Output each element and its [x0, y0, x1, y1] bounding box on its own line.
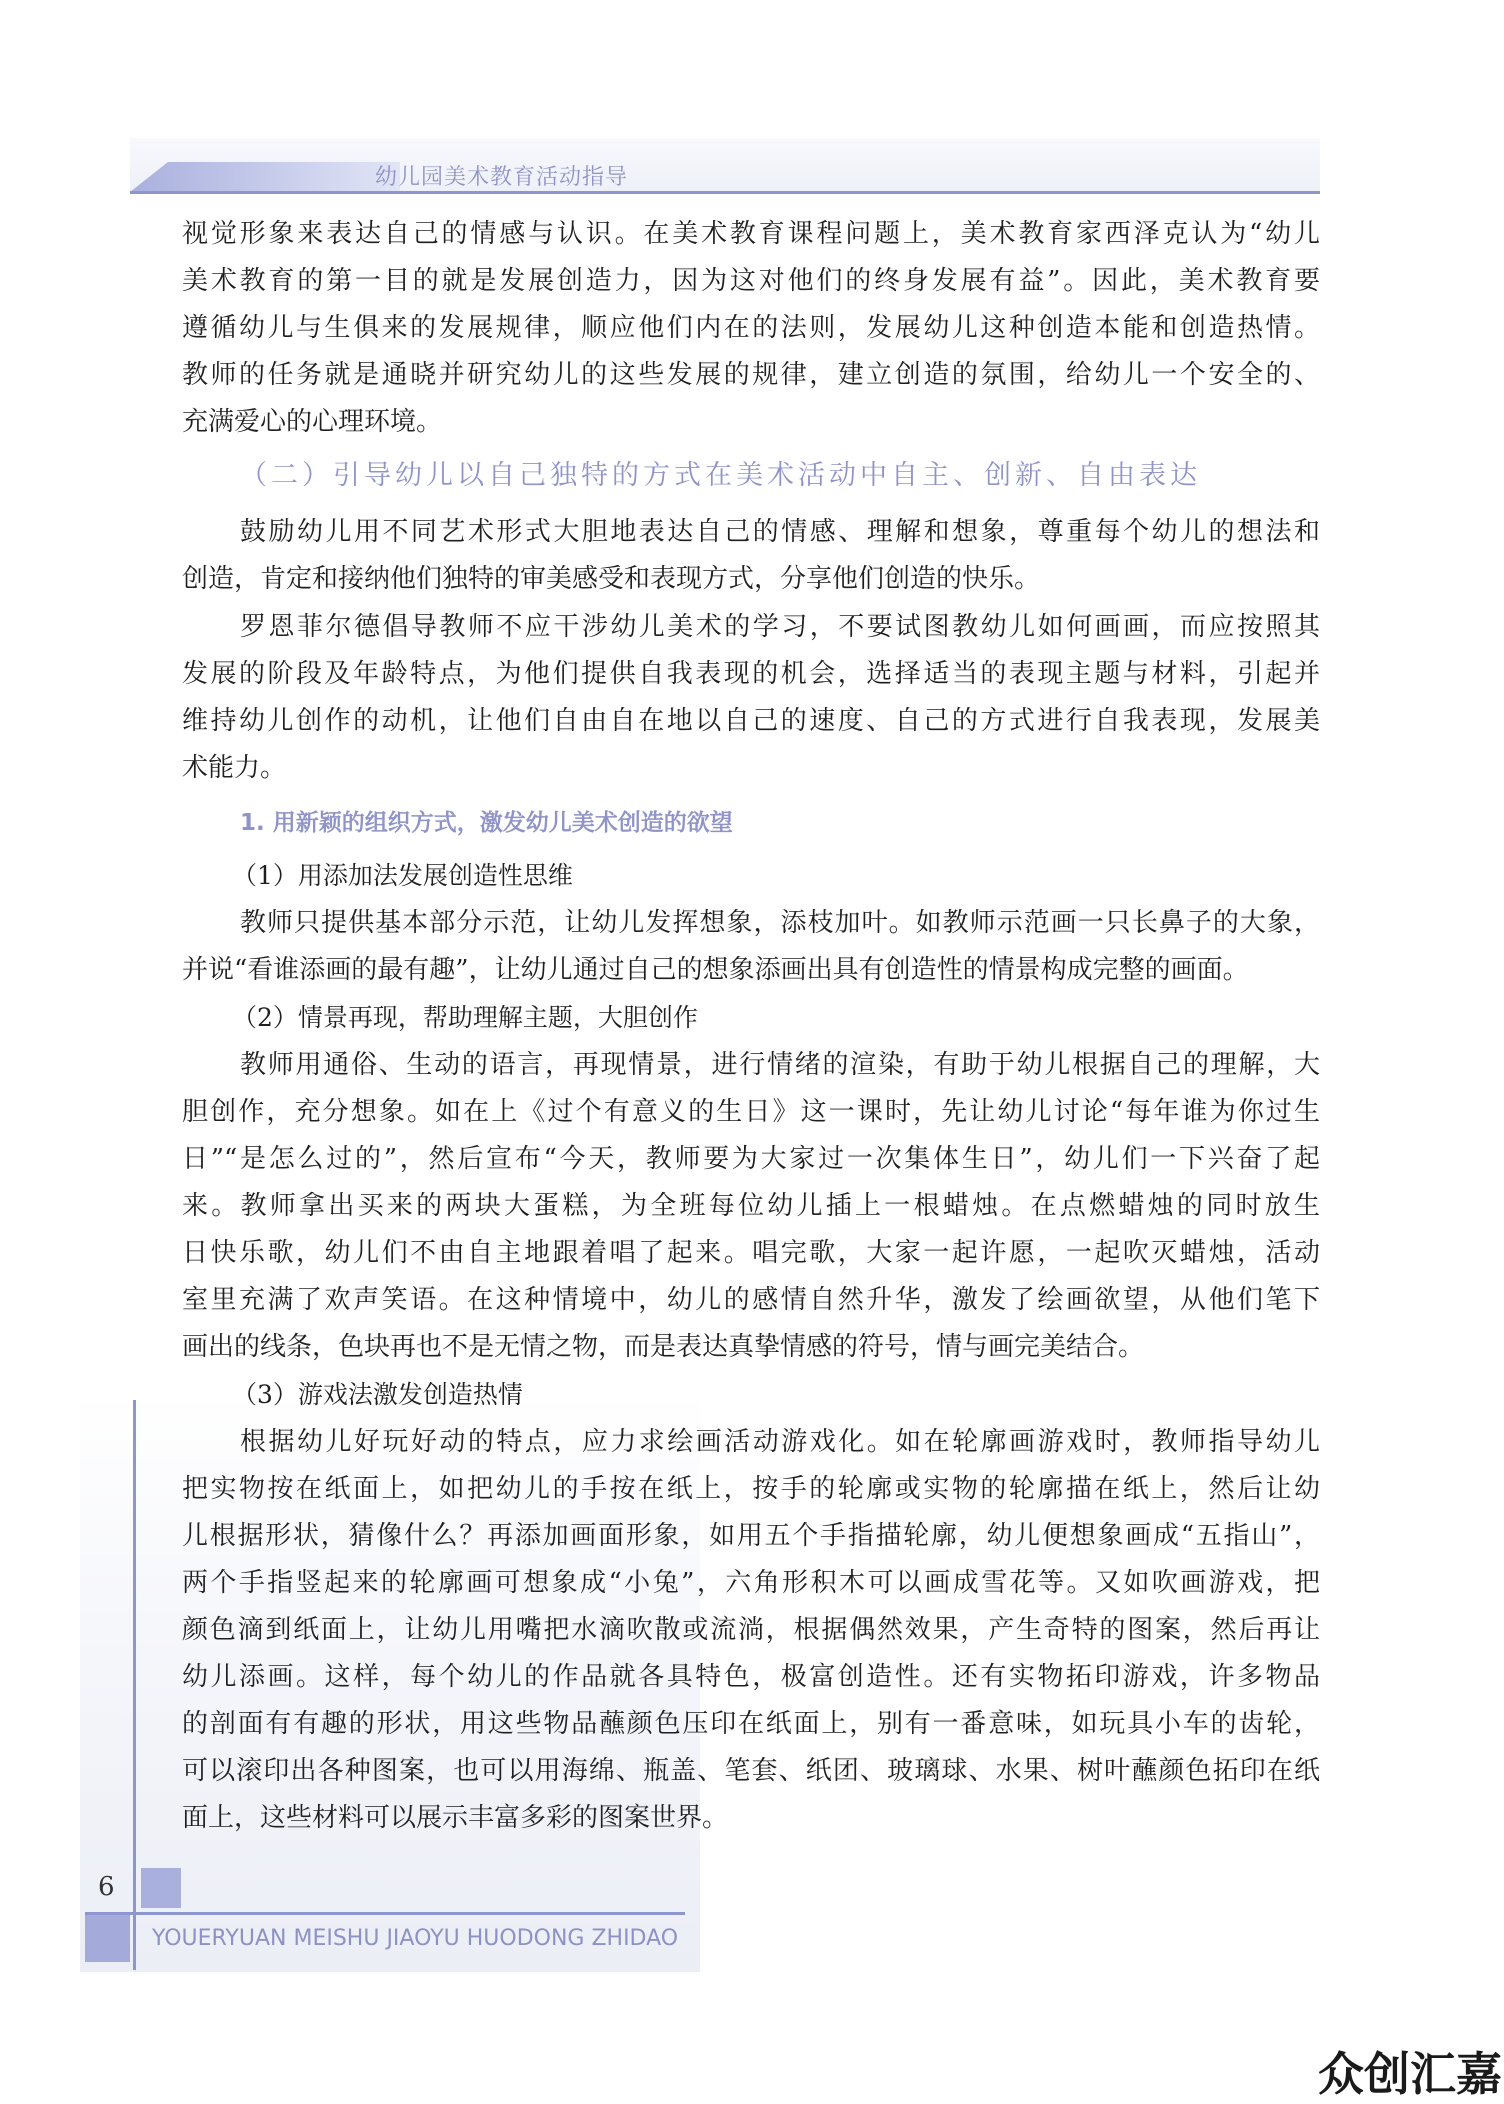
paragraph-line: 画出的线条，色块再也不是无情之物，而是表达真挚情感的符号，情与画完美结合。 — [182, 1332, 1145, 1362]
paragraph-line: 美术教育的第一目的就是发展创造力，因为这对他们的终身发展有益”。因此，美术教育要 — [182, 266, 1320, 296]
item-heading: （3）游戏法激发创造热情 — [232, 1380, 523, 1409]
paragraph-line: 室里充满了欢声笑语。在这种情境中，幼儿的感情自然升华，激发了绘画欲望，从他们笔下 — [182, 1285, 1320, 1315]
paragraph-line: 遵循幼儿与生俱来的发展规律，顺应他们内在的法则，发展幼儿这种创造本能和创造热情。 — [182, 313, 1320, 343]
paragraph-line: 术能力。 — [182, 753, 287, 783]
paragraph-line: 教师只提供基本部分示范，让幼儿发挥想象，添枝加叶。如教师示范画一只长鼻子的大象， — [240, 908, 1320, 938]
book-title-footer: YOUERYUAN MEISHU JIAOYU HUODONG ZHIDAO — [152, 1926, 679, 1951]
paragraph-line: 两个手指竖起来的轮廓画可想象成“小兔”，六角形积木可以画成雪花等。又如吹画游戏，把 — [182, 1568, 1320, 1598]
paragraph-line: 教师的任务就是通晓并研究幼儿的这些发展的规律，建立创造的氛围，给幼儿一个安全的、 — [182, 360, 1320, 390]
paragraph-line: 鼓励幼儿用不同艺术形式大胆地表达自己的情感、理解和想象，尊重每个幼儿的想法和 — [240, 517, 1320, 547]
paragraph-line: 胆创作，充分想象。如在上《过个有意义的生日》这一课时，先让幼儿讨论“每年谁为你过生 — [182, 1097, 1320, 1127]
item-heading: （2）情景再现，帮助理解主题，大胆创作 — [232, 1003, 698, 1032]
paragraph-line: 根据幼儿好玩好动的特点，应力求绘画活动游戏化。如在轮廓画游戏时，教师指导幼儿 — [240, 1427, 1320, 1457]
paragraph-line: 教师用通俗、生动的语言，再现情景，进行情绪的渲染，有助于幼儿根据自己的理解，大 — [240, 1050, 1320, 1080]
book-title-header: 幼儿园美术教育活动指导 — [375, 165, 629, 190]
section-heading: （二）引导幼儿以自己独特的方式在美术活动中自主、创新、自由表达 — [240, 460, 1201, 491]
paragraph-line: 把实物按在纸面上，如把幼儿的手按在纸上，按手的轮廓或实物的轮廓描在纸上，然后让幼 — [182, 1474, 1320, 1504]
paragraph-line: 创造，肯定和接纳他们独特的审美感受和表现方式，分享他们创造的快乐。 — [182, 564, 1041, 594]
item-heading: （1）用添加法发展创造性思维 — [232, 861, 573, 890]
paragraph-line: 日快乐歌，幼儿们不由自主地跟着唱了起来。唱完歌，大家一起许愿，一起吹灭蜡烛，活动 — [182, 1238, 1320, 1268]
paragraph-line: 面上，这些材料可以展示丰富多彩的图案世界。 — [182, 1803, 729, 1833]
paragraph-line: 日”“是怎么过的”，然后宣布“今天，教师要为大家过一次集体生日”，幼儿们一下兴奋了起 — [182, 1144, 1320, 1174]
paragraph-line: 发展的阶段及年龄特点，为他们提供自我表现的机会，选择适当的表现主题与材料，引起并 — [182, 659, 1320, 689]
paragraph-line: 颜色滴到纸面上，让幼儿用嘴把水滴吹散或流淌，根据偶然效果，产生奇特的图案，然后再让 — [182, 1615, 1320, 1645]
paragraph-line: 幼儿添画。这样，每个幼儿的作品就各具特色，极富创造性。还有实物拓印游戏，许多物品 — [182, 1662, 1320, 1692]
paragraph-line: 儿根据形状，猜像什么？再添加画面形象，如用五个手指描轮廓，幼儿便想象画成“五指山”， — [182, 1521, 1320, 1551]
watermark-text: 众创汇嘉 — [1318, 2047, 1502, 2101]
page-number: 6 — [98, 1872, 115, 1902]
paragraph-line: 可以滚印出各种图案，也可以用海绵、瓶盖、笔套、纸团、玻璃球、水果、树叶蘸颜色拓印在纸 — [182, 1756, 1320, 1786]
paragraph-line: 来。教师拿出买来的两块大蛋糕，为全班每位幼儿插上一根蜡烛。在点燃蜡烛的同时放生 — [182, 1191, 1320, 1221]
subsection-heading: 1. 用新颖的组织方式，激发幼儿美术创造的欲望 — [240, 810, 733, 836]
paragraph-line: 维持幼儿创作的动机，让他们自由自在地以自己的速度、自己的方式进行自我表现，发展美 — [182, 706, 1320, 736]
paragraph-line: 罗恩菲尔德倡导教师不应干涉幼儿美术的学习，不要试图教幼儿如何画画，而应按照其 — [240, 612, 1320, 642]
paragraph-line: 视觉形象来表达自己的情感与认识。在美术教育课程问题上，美术教育家西泽克认为“幼儿 — [182, 219, 1320, 249]
paragraph-line: 充满爱心的心理环境。 — [182, 407, 443, 437]
paragraph-line: 的剖面有有趣的形状，用这些物品蘸颜色压印在纸面上，别有一番意味，如玩具小车的齿轮， — [182, 1709, 1320, 1739]
paragraph-line: 并说“看谁添画的最有趣”，让幼儿通过自己的想象添画出具有创造性的情景构成完整的画面。 — [182, 955, 1249, 985]
